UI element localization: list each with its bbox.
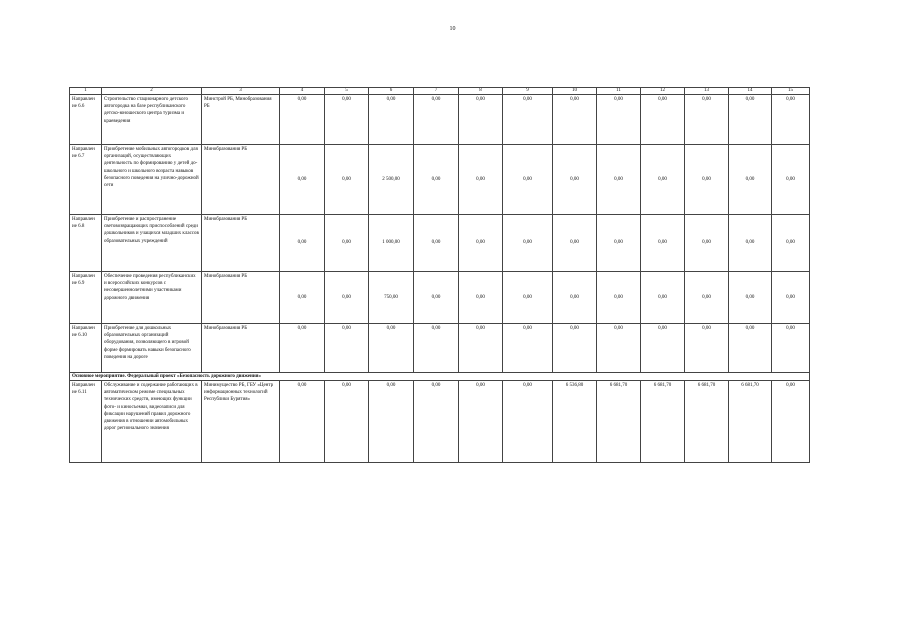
column-header: 7 <box>414 88 459 95</box>
column-header: 8 <box>459 88 503 95</box>
value-cell: 0,00 <box>325 145 369 215</box>
program-table <box>69 87 810 463</box>
value-cell: 1 000,00 <box>369 215 414 272</box>
value-cell: 0,00 <box>641 95 685 145</box>
value-cell: 6 681,70 <box>729 381 772 463</box>
value-cell: 0,00 <box>280 215 325 272</box>
column-header: 14 <box>729 88 772 95</box>
value-cell: 0,00 <box>553 272 597 324</box>
value-cell: 0,00 <box>414 324 459 373</box>
value-cell: 0,00 <box>414 145 459 215</box>
value-cell: 6 681,70 <box>641 381 685 463</box>
value-cell: 0,00 <box>685 324 729 373</box>
direction-id-cell: Направлен ие 6.8 <box>70 215 102 272</box>
table-row <box>70 145 810 215</box>
value-cell: 0,00 <box>729 145 772 215</box>
direction-id-cell: Направлен ие 6.7 <box>70 145 102 215</box>
value-cell: 0,00 <box>641 215 685 272</box>
value-cell: 0,00 <box>503 145 553 215</box>
page-number: 10 <box>449 26 456 32</box>
value-cell: 0,00 <box>503 95 553 145</box>
value-cell: 0,00 <box>414 95 459 145</box>
value-cell: 0,00 <box>280 145 325 215</box>
description-cell: Обслуживание и содержание работающих в автоматическом режиме специальных технических средств, имеющих функции фото- и киносъемки, видеозаписи для фиксации нарушений правил дорожного движения в отношении автомобильных дорог регионального значения <box>102 381 202 463</box>
value-cell: 0,00 <box>325 272 369 324</box>
executor-cell: Минобразования РБ <box>202 324 280 373</box>
value-cell: 0,00 <box>459 381 503 463</box>
value-cell: 0,00 <box>597 145 641 215</box>
value-cell: 6 536,80 <box>553 381 597 463</box>
description-cell: Обеспечение проведения республиканских и всероссийских конкурсов с несовершеннолетними участниками дорожного движения <box>102 272 202 324</box>
value-cell: 0,00 <box>685 272 729 324</box>
description-cell: Строительство стационарного детского автогородка на базе республиканского детско-юношеского центра туризма и краеведения <box>102 95 202 145</box>
value-cell: 0,00 <box>553 215 597 272</box>
column-header: 5 <box>325 88 369 95</box>
executor-cell: Минобразования РБ <box>202 145 280 215</box>
value-cell: 0,00 <box>503 381 553 463</box>
value-cell: 0,00 <box>685 215 729 272</box>
value-cell: 0,00 <box>459 324 503 373</box>
description-cell: Приобретение и распространение световозвращающих приспособлений среди дошкольников и учащихся младших классов образовательных учреждений <box>102 215 202 272</box>
column-header: 9 <box>503 88 553 95</box>
value-cell: 0,00 <box>459 272 503 324</box>
column-header: 11 <box>597 88 641 95</box>
value-cell: 0,00 <box>641 324 685 373</box>
executor-cell: Минстрой РБ, Минобразования РБ <box>202 95 280 145</box>
direction-id-cell: Направлен ие 6.11 <box>70 381 102 463</box>
value-cell: 0,00 <box>772 215 810 272</box>
value-cell: 0,00 <box>597 272 641 324</box>
description-cell: Приобретение мобильных автогородков для организаций, осуществляющих деятельность по формированию у детей до-школьного и школьного возраста навыков безопасного поведения на улично-дорожной сети <box>102 145 202 215</box>
direction-id-cell: Направлен ие 6.9 <box>70 272 102 324</box>
value-cell: 0,00 <box>280 324 325 373</box>
column-header: 13 <box>685 88 729 95</box>
value-cell: 0,00 <box>597 324 641 373</box>
executor-cell: Минимущество РБ, ГБУ «Центр информационных технологий Республики Бурятия» <box>202 381 280 463</box>
column-header: 2 <box>102 88 202 95</box>
value-cell: 0,00 <box>772 145 810 215</box>
section-row <box>70 373 810 381</box>
value-cell: 750,00 <box>369 272 414 324</box>
column-header: 15 <box>772 88 810 95</box>
column-header: 3 <box>202 88 280 95</box>
value-cell: 0,00 <box>553 324 597 373</box>
value-cell: 0,00 <box>772 95 810 145</box>
value-cell: 0,00 <box>325 381 369 463</box>
value-cell: 0,00 <box>503 272 553 324</box>
value-cell: 0,00 <box>414 381 459 463</box>
column-header: 6 <box>369 88 414 95</box>
value-cell: 0,00 <box>641 272 685 324</box>
value-cell: 0,00 <box>729 95 772 145</box>
column-header: 4 <box>280 88 325 95</box>
value-cell: 0,00 <box>369 324 414 373</box>
value-cell: 0,00 <box>414 215 459 272</box>
table-row <box>70 215 810 272</box>
value-cell: 0,00 <box>597 215 641 272</box>
value-cell: 0,00 <box>553 95 597 145</box>
value-cell: 0,00 <box>280 95 325 145</box>
value-cell: 0,00 <box>325 95 369 145</box>
value-cell: 2 500,00 <box>369 145 414 215</box>
value-cell: 0,00 <box>280 272 325 324</box>
value-cell: 0,00 <box>459 145 503 215</box>
value-cell: 0,00 <box>729 324 772 373</box>
value-cell: 0,00 <box>503 324 553 373</box>
value-cell: 0,00 <box>772 324 810 373</box>
direction-id-cell: Направлен ие 6.6 <box>70 95 102 145</box>
value-cell: 0,00 <box>459 215 503 272</box>
table-row <box>70 95 810 145</box>
direction-id-cell: Направлен ие 6.10 <box>70 324 102 373</box>
value-cell: 0,00 <box>369 95 414 145</box>
value-cell: 6 681,70 <box>597 381 641 463</box>
value-cell: 0,00 <box>772 272 810 324</box>
value-cell: 0,00 <box>369 381 414 463</box>
table-row <box>70 324 810 373</box>
column-header: 1 <box>70 88 102 95</box>
value-cell: 0,00 <box>729 272 772 324</box>
header-row <box>70 88 810 95</box>
value-cell: 0,00 <box>553 145 597 215</box>
description-cell: Приобретение для дошкольных образовательных организаций оборудования, позволяющего в игровой форме формировать навыки безопасного поведения на дороге <box>102 324 202 373</box>
value-cell: 0,00 <box>459 95 503 145</box>
value-cell: 0,00 <box>772 381 810 463</box>
table-row <box>70 381 810 463</box>
table-row <box>70 272 810 324</box>
executor-cell: Минобразования РБ <box>202 215 280 272</box>
value-cell: 0,00 <box>414 272 459 324</box>
value-cell: 0,00 <box>685 95 729 145</box>
value-cell: 0,00 <box>685 145 729 215</box>
value-cell: 0,00 <box>503 215 553 272</box>
value-cell: 0,00 <box>325 215 369 272</box>
executor-cell: Минобразования РБ <box>202 272 280 324</box>
value-cell: 0,00 <box>597 95 641 145</box>
value-cell: 0,00 <box>280 381 325 463</box>
value-cell: 0,00 <box>729 215 772 272</box>
column-header: 10 <box>553 88 597 95</box>
value-cell: 6 681,70 <box>685 381 729 463</box>
section-title: Основное мероприятие. Федеральный проект «Безопасность дорожного движения» <box>70 373 810 381</box>
value-cell: 0,00 <box>325 324 369 373</box>
value-cell: 0,00 <box>641 145 685 215</box>
column-header: 12 <box>641 88 685 95</box>
